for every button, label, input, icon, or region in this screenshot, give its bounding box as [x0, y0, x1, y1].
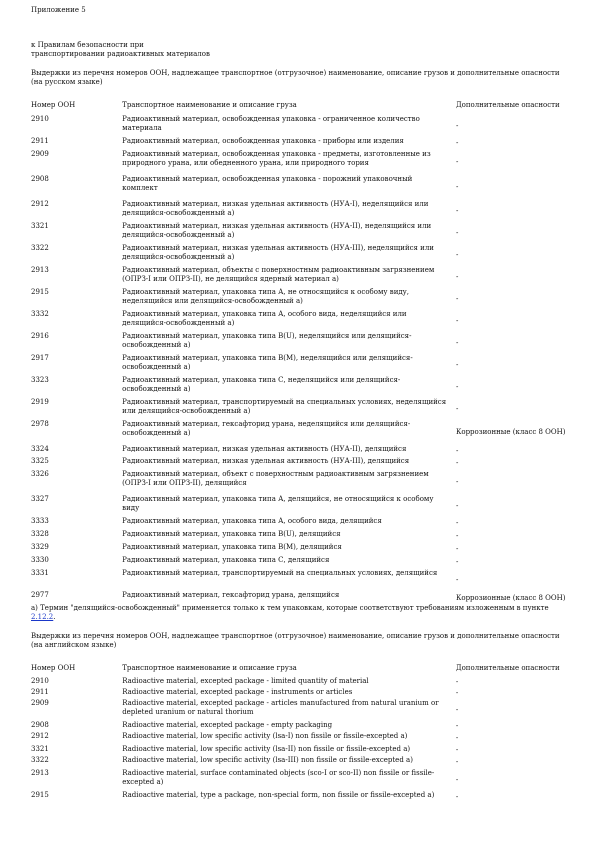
footnote: [31, 604, 571, 622]
table-row: [31, 745, 595, 756]
additional-hazards-cell: -: [455, 532, 459, 541]
table-row: [31, 266, 595, 288]
additional-hazards-cell: -: [455, 446, 459, 455]
un-number-cell: 3325: [31, 457, 49, 465]
table-row: [31, 244, 595, 266]
un-number-cell: 2911: [31, 137, 49, 145]
description-cell: Radioactive material, low specific activity (lsa-I) non fissile or fissile-excepted a): [122, 732, 408, 740]
un-number-cell: 2913: [31, 769, 49, 777]
additional-hazards-cell: -: [455, 575, 459, 584]
additional-hazards-cell: -: [455, 121, 459, 130]
un-number-cell: 3324: [31, 445, 49, 453]
un-number-cell: 3321: [31, 222, 49, 230]
table-row: [31, 569, 595, 591]
table-row: [31, 288, 595, 310]
additional-hazards-cell: -: [455, 734, 459, 743]
table-row: [31, 200, 595, 222]
additional-hazards-cell: -: [455, 139, 459, 148]
column-header: Транспортное наименование и описание груза: [122, 664, 297, 672]
column-header: Дополнительные опасности: [455, 101, 560, 109]
un-number-cell: 3333: [31, 517, 49, 525]
description-cell: Радиоактивный материал, транспортируемый на специальных условиях, делящийся: [122, 569, 438, 577]
description-cell: Радиоактивный материал, низкая удельная активность (НУА-I), неделящийся или делящийся-освобожденный а): [122, 200, 429, 217]
table-row: [31, 175, 595, 200]
additional-hazards-cell: Коррозионные (класс 8 ООН): [455, 428, 566, 437]
description-cell: Радиоактивный материал, упаковка типа А, особого вида, делящийся: [122, 517, 382, 525]
additional-hazards-cell: -: [455, 746, 459, 755]
un-number-cell: 2909: [31, 150, 49, 158]
table-row: [31, 354, 595, 376]
additional-hazards-cell: -: [455, 250, 459, 259]
un-number-cell: 2915: [31, 288, 49, 296]
un-number-cell: 2978: [31, 420, 49, 428]
table-row: [31, 137, 595, 150]
un-numbers-table-russian: [31, 101, 595, 605]
footnote-text: а) Термин "делящийся-освобожденный" применяется только к тем упаковкам, которые соответствуют требованиям изложенным в пункте: [31, 604, 549, 612]
table-row: [31, 150, 595, 175]
column-header: Номер ООН: [31, 664, 76, 672]
section1-intro: Выдержки из перечня номеров ООН, надлежащее транспортное (отгрузочное) наименование, описание грузов и дополнительные опасности (на русском языке): [31, 69, 560, 86]
column-header: Дополнительные опасности: [455, 664, 560, 672]
table-row: [31, 398, 595, 420]
additional-hazards-cell: -: [455, 316, 459, 325]
un-number-cell: 3329: [31, 543, 49, 551]
additional-hazards-cell: -: [455, 689, 459, 698]
table-row: [31, 222, 595, 244]
additional-hazards-cell: -: [455, 404, 459, 413]
description-cell: Радиоактивный материал, упаковка типа В(M), неделящийся или делящийся-освобожденный а): [122, 354, 413, 371]
un-number-cell: 3321: [31, 745, 49, 753]
additional-hazards-cell: -: [455, 793, 459, 802]
table-row: [31, 115, 595, 137]
additional-hazards-cell: -: [455, 519, 459, 528]
description-cell: Радиоактивный материал, объекты с поверхностным радиоактивным загрязнением (ОПРЗ-I или ОПРЗ-II), не делящийся ядерный материал а): [122, 266, 435, 283]
table-row: [31, 543, 595, 556]
un-number-cell: 2912: [31, 200, 49, 208]
un-number-cell: 2911: [31, 688, 49, 696]
table-row: [31, 420, 595, 445]
table-row: [31, 530, 595, 543]
appendix-subtitle-line1: к Правилам безопасности при: [31, 41, 144, 49]
un-number-cell: 2915: [31, 791, 49, 799]
table-header-row: [31, 101, 595, 115]
additional-hazards-cell: -: [455, 775, 459, 784]
description-cell: Радиоактивный материал, упаковка типа В(U), делящийся: [122, 530, 341, 538]
un-number-cell: 3323: [31, 376, 49, 384]
description-cell: Радиоактивный материал, объект с поверхностным радиоактивным загрязнением (ОПРЗ-I или ОПРЗ-II), делящийся: [122, 470, 429, 487]
table-row: [31, 769, 595, 791]
description-cell: Радиоактивный материал, освобожденная упаковка - порожний упаковочный комплект: [122, 175, 413, 192]
un-number-cell: 2910: [31, 677, 49, 685]
un-number-cell: 3322: [31, 244, 49, 252]
additional-hazards-cell: -: [455, 360, 459, 369]
description-cell: Радиоактивный материал, освобожденная упаковка - ограниченное количество материала: [122, 115, 420, 132]
table-row: [31, 591, 595, 605]
additional-hazards-cell: -: [455, 206, 459, 215]
un-number-cell: 3322: [31, 756, 49, 764]
description-cell: Радиоактивный материал, транспортируемый на специальных условиях, неделящийся или делящийся-освобожденный а): [122, 398, 447, 415]
appendix-title: Приложение 5: [31, 6, 86, 14]
description-cell: Радиоактивный материал, низкая удельная активность (НУА-III), неделящийся или делящийся-освобожденный а): [122, 244, 434, 261]
un-number-cell: 2919: [31, 398, 49, 406]
description-cell: Радиоактивный материал, низкая удельная активность (НУА-II), делящийся: [122, 445, 407, 453]
table-row: [31, 495, 595, 517]
table-row: [31, 721, 595, 732]
table-row: [31, 332, 595, 354]
additional-hazards-cell: -: [455, 558, 459, 567]
appendix-subtitle-line2: транспортировании радиоактивных материалов: [31, 50, 210, 58]
additional-hazards-cell: Коррозионные (класс 8 ООН): [455, 593, 566, 602]
description-cell: Radioactive material, excepted package - limited quantity of material: [122, 677, 369, 685]
additional-hazards-cell: -: [455, 228, 459, 237]
additional-hazards-cell: -: [455, 459, 459, 468]
table-row: [31, 688, 595, 699]
un-number-cell: 3331: [31, 569, 49, 577]
un-numbers-table-english: [31, 664, 595, 804]
un-number-cell: 3326: [31, 470, 49, 478]
description-cell: Radioactive material, excepted package - empty packaging: [122, 721, 333, 729]
description-cell: Радиоактивный материал, упаковка типа В(U), неделящийся или делящийся-освобожденный а): [122, 332, 412, 349]
additional-hazards-cell: -: [455, 382, 459, 391]
un-number-cell: 2910: [31, 115, 49, 123]
table-row: [31, 517, 595, 530]
un-number-cell: 3330: [31, 556, 49, 564]
table-row: [31, 732, 595, 745]
un-number-cell: 3332: [31, 310, 49, 318]
description-cell: Radioactive material, excepted package - instruments or articles: [122, 688, 353, 696]
description-cell: Radioactive material, low specific activity (lsa-II) non fissile or fissile-excepted a): [122, 745, 411, 753]
additional-hazards-cell: -: [455, 705, 459, 714]
additional-hazards-cell: -: [455, 272, 459, 281]
table-row: [31, 756, 595, 769]
description-cell: Радиоактивный материал, гексафторид урана, делящийся: [122, 591, 340, 599]
table-row: [31, 470, 595, 495]
description-cell: Радиоактивный материал, освобожденная упаковка - приборы или изделия: [122, 137, 404, 145]
un-number-cell: 2913: [31, 266, 49, 274]
additional-hazards-cell: -: [455, 158, 459, 167]
un-number-cell: 2977: [31, 591, 49, 599]
description-cell: Радиоактивный материал, гексафторид урана, неделящийся или делящийся-освобожденный а): [122, 420, 411, 437]
additional-hazards-cell: -: [455, 758, 459, 767]
description-cell: Радиоактивный материал, упаковка типа С, неделящийся или делящийся-освобожденный а): [122, 376, 401, 393]
additional-hazards-cell: -: [455, 294, 459, 303]
table-row: [31, 376, 595, 398]
additional-hazards-cell: -: [455, 545, 459, 554]
description-cell: Radioactive material, low specific activity (lsa-III) non fissile or fissile-excepted a): [122, 756, 413, 764]
additional-hazards-cell: -: [455, 722, 459, 731]
table-row: [31, 457, 595, 470]
column-header: Транспортное наименование и описание груза: [122, 101, 297, 109]
table-row: [31, 310, 595, 332]
table-row: [31, 445, 595, 457]
un-number-cell: 2916: [31, 332, 49, 340]
description-cell: Радиоактивный материал, упаковка типа А, не относящийся к особому виду, неделящийся или делящийся-освобожденный а): [122, 288, 410, 305]
un-number-cell: 2917: [31, 354, 49, 362]
description-cell: Радиоактивный материал, низкая удельная активность (НУА-II), неделящийся или делящийся-освобожденный а): [122, 222, 432, 239]
description-cell: Радиоактивный материал, освобожденная упаковка - предметы, изготовленные из природного урана, или обедненного урана, или природного тория: [122, 150, 431, 167]
table-row: [31, 699, 595, 721]
description-cell: Радиоактивный материал, упаковка типа А, делящийся, не относящийся к особому виду: [122, 495, 434, 512]
footnote-end: .: [53, 613, 56, 621]
section2-intro: Выдержки из перечня номеров ООН, надлежащее транспортное (отгрузочное) наименование, описание грузов и дополнительные опасности (на английском языке): [31, 632, 560, 649]
description-cell: Radioactive material, type a package, non-special form, non fissile or fissile-excepted a): [122, 791, 435, 799]
description-cell: Радиоактивный материал, низкая удельная активность (НУА-III), делящийся: [122, 457, 410, 465]
description-cell: Радиоактивный материал, упаковка типа А, особого вида, неделящийся или делящийся-освобожденный а): [122, 310, 407, 327]
un-number-cell: 2908: [31, 175, 49, 183]
un-number-cell: 3327: [31, 495, 49, 503]
table-header-row: [31, 664, 595, 677]
additional-hazards-cell: -: [455, 501, 459, 510]
table-row: [31, 677, 595, 688]
table-row: [31, 791, 595, 804]
column-header: Номер ООН: [31, 101, 76, 109]
un-number-cell: 2912: [31, 732, 49, 740]
un-number-cell: 2908: [31, 721, 49, 729]
additional-hazards-cell: -: [455, 338, 459, 347]
additional-hazards-cell: -: [455, 478, 459, 487]
description-cell: Radioactive material, excepted package - articles manufactured from natural uranium or depleted uranium or natural thorium: [122, 699, 439, 716]
un-number-cell: 2909: [31, 699, 49, 707]
additional-hazards-cell: -: [455, 678, 459, 687]
description-cell: Radioactive material, surface contaminated objects (sco-I or sco-II) non fissile or fissile-excepted a): [122, 769, 435, 786]
description-cell: Радиоактивный материал, упаковка типа С, делящийся: [122, 556, 330, 564]
un-number-cell: 3328: [31, 530, 49, 538]
table-row: [31, 556, 595, 569]
additional-hazards-cell: -: [455, 183, 459, 192]
footnote-link[interactable]: 2.12.2: [31, 613, 54, 621]
description-cell: Радиоактивный материал, упаковка типа В(M), делящийся: [122, 543, 342, 551]
